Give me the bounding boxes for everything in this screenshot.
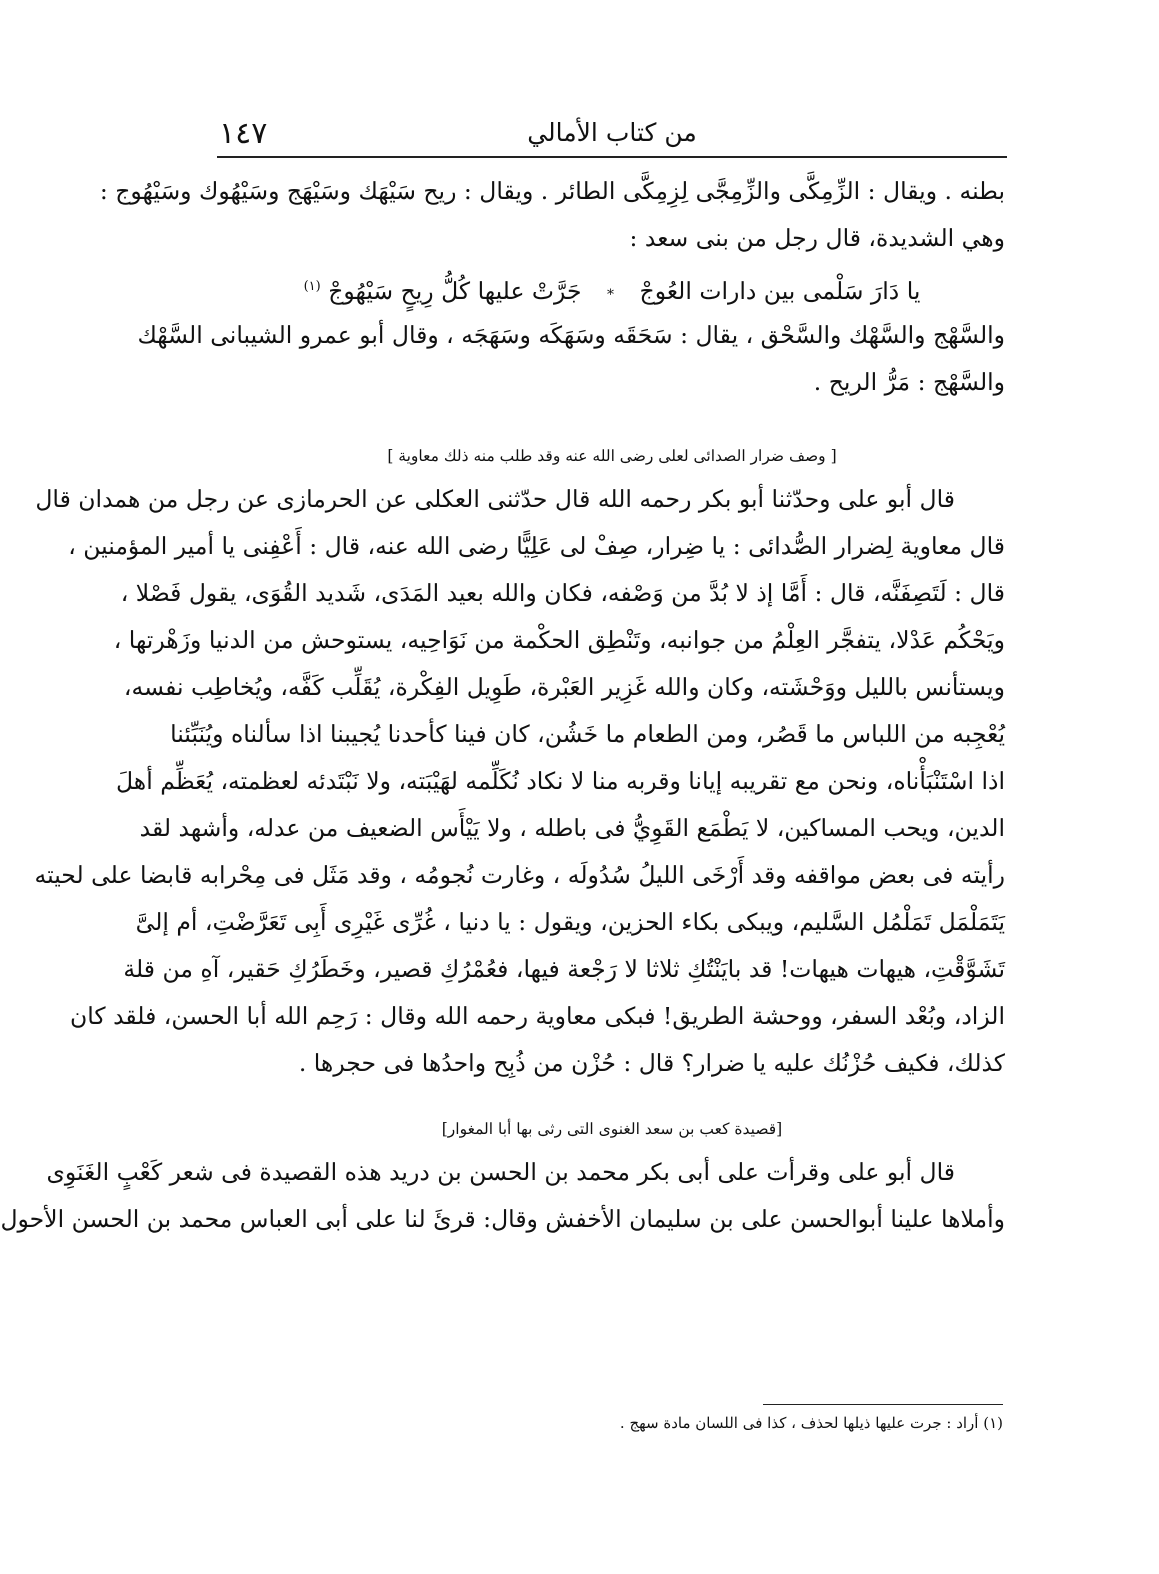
text-line: يُعْجِبه من اللباس ما قَصُر، ومن الطعام ما خَشُن، كان فينا كأحدنا يُجيبنا اذا سألناه ويُنَبِّئنا [170,720,1005,748]
section-heading: [قصيدة كعب بن سعد الغنوى التى رثى بها أبا المغوار] [441,1120,783,1138]
text-line: والسَّهْج : مَرُّ الريح . [813,368,1005,396]
footnote: (١) أراد : جرت عليها ذيلها لحذف ، كذا فى اللسان مادة سهج . [619,1414,1003,1432]
page-header [219,112,1005,158]
spacer [219,1087,1005,1109]
text-line: كذلك، فكيف حُزْنُك عليه يا ضرار؟ قال : حُزْن من ذُبِح واحدُها فى حجرها . [298,1049,1005,1077]
running-title: من كتاب الأمالي [527,118,697,147]
spacer [219,406,1005,436]
text-line: وأملاها علينا أبوالحسن على بن سليمان الأخفش وقال: قرئَ لنا على أبى العباس محمد بن الحسن الأحول [0,1205,1005,1233]
text-line: اذا اسْتَنْبَأْناه، ونحن مع تقريبه إيانا وقربه منا لا نكاد نُكَلِّمه لهَيْبَته، ولا نَبْتَدئه لعظمته، يُعَظِّم أهلَ [116,767,1005,795]
page-body [0,168,1005,1243]
text-line: قال معاوية لِضرار الصُّدائى : يا ضِرار، صِفْ لى عَلِيًّا رضى الله عنه، قال : أَعْفِنى يا أمير المؤمنين ، [68,532,1005,560]
text-line: ويَحْكُم عَدْلا، يتفجَّر العِلْمُ من جوانبه، وتَنْطِق الحكْمة من نَوَاحِيه، يستوحش من الدنيا وزَهْرتها ، [113,626,1005,654]
text-line: بطنه . ويقال : الزِّمِكَّى والزِّمِجَّى لِزِمِكَّى الطائر . ويقال : ريح سَيْهَك وسَيْهَج وسَيْهُوك وسَيْهُوج : [99,177,1005,205]
poem-verse [219,262,1005,312]
text-line: قال أبو على وحدّثنا أبو بكر رحمه الله قال حدّثنى العكلى عن الحرمازى عن رجل من همدان قال [35,485,955,513]
verse-second-hemistich: جَرَّتْ عليها كُلُّ رِيحٍ سَيْهُوجْ [328,276,582,305]
text-line: وهي الشديدة، قال رجل من بنى سعد : [629,224,1005,252]
text-line: والسَّهْج والسَّهْك والسَّحْق ، يقال : سَحَقَه وسَهَكَه وسَهَجَه ، وقال أبو عمرو الشيبانى السَّهْك [137,321,1005,349]
page-number: ١٤٧ [219,116,268,151]
section-heading: [ وصف ضرار الصدائى لعلى رضى الله عنه وقد طلب منه ذلك معاوية ] [387,447,837,465]
header-rule [217,156,1007,158]
text-line: قال : لَتَصِفَنَّه، قال : أَمَّا إذ لا بُدَّ من وَصْفه، فكان والله بعيد المَدَى، شَديد القُوَى، يقول فَصْلا ، [120,579,1005,607]
text-line: يَتَمَلْمَل تَمَلْمُل السَّليم، ويبكى بكاء الحزين، ويقول : يا دنيا ، غُرِّى غَيْرِى أَبِى تَعَرَّضْتِ، أم إلىَّ [135,908,1005,936]
text-line: تَشَوَّقْتِ، هيهات هيهات! قد بايَنْتُكِ ثلاثا لا رَجْعة فيها، فعُمْرُكِ قصير، وخَطَرُكِ حَقير، آهِ من قلة [123,955,1005,983]
text-line: رأيته فى بعض مواقفه وقد أَرْخَى الليلُ سُدُولَه ، وغارت نُجومُه ، وقد مَثَل فى مِحْرابه قابضا على لحيته [34,861,1005,889]
footnote-reference: (١) [303,279,321,294]
text-line: قال أبو على وقرأت على أبى بكر محمد بن الحسن بن دريد هذه القصيدة فى شعر كَعْبٍ الغَنَوِى [46,1158,955,1186]
text-line: الدين، ويحب المساكين، لا يَطْمَع القَوِيُّ فى باطله ، ولا يَيْأَس الضعيف من عدله، وأشهد لقد [139,814,1005,842]
text-line: الزاد، وبُعْد السفر، ووحشة الطريق! فبكى معاوية رحمه الله وقال : رَحِم الله أبا الحسن، فلقد كان [70,1002,1005,1030]
verse-separator: * [607,286,615,303]
verse-first-hemistich: يا دَارَ سَلْمى بين دارات العُوجْ [639,276,921,305]
text-line: ويستأنس بالليل ووَحْشَته، وكان والله غَزِير العَبْرة، طَوِيل الفِكْرة، يُقَلِّب كَفَّه، ويُخاطِب نفسه، [123,673,1005,701]
footnote-rule [763,1404,1003,1405]
